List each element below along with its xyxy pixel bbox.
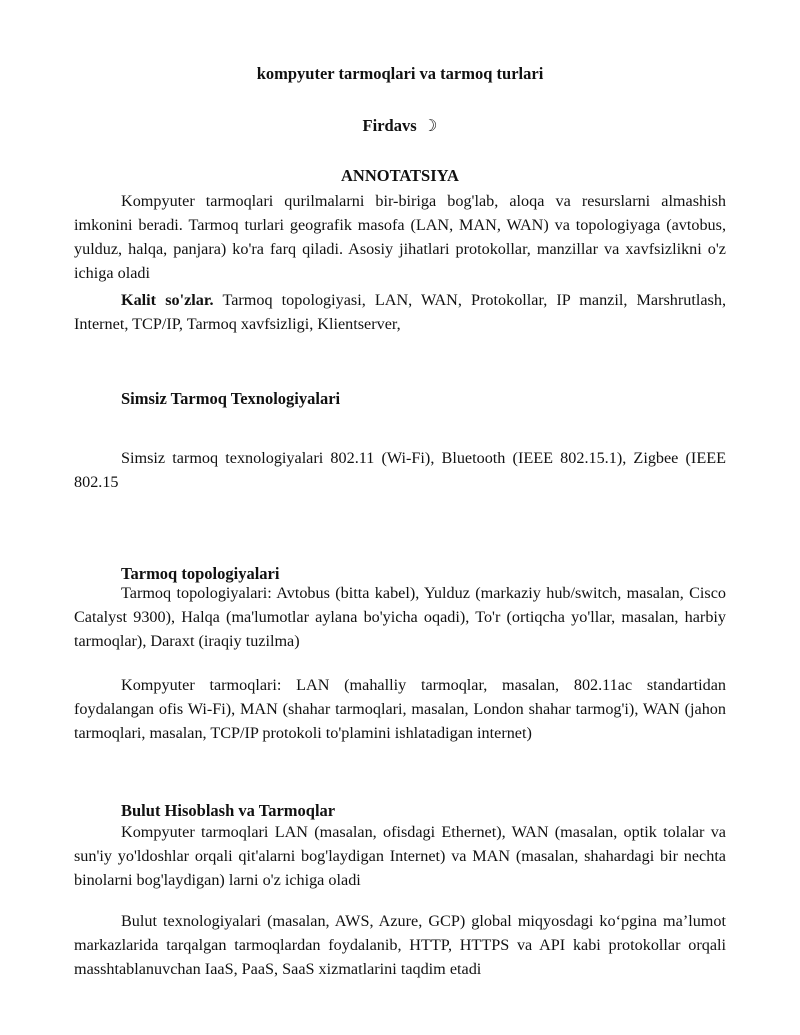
keywords-text: Tarmoq topologiyasi, LAN, WAN, Protokollar, IP manzil, Marshrutlash, Internet, TCP/IP, Tarmoq xavfsizligi, Klientserver, bbox=[74, 291, 726, 333]
author-name: Firdavs bbox=[362, 116, 417, 135]
crescent-moon-icon: ☽ bbox=[422, 116, 438, 135]
section-paragraph-topologies-2: Kompyuter tarmoqlari: LAN (mahalliy tarmoqlar, masalan, 802.11ac standartidan foydalangan ofis Wi-Fi), MAN (shahar tarmoqlari, masalan, London shahar tarmog'i), WAN (jahon tarmoqlari, masalan, TCP/IP protokoli to'plamini ishlatadigan internet) bbox=[74, 676, 726, 742]
section-paragraph-cloud-2: Bulut texnologiyalari (masalan, AWS, Azure, GCP) global miqyosdagi ko‘pgina ma’lumot markazlarida tarqalgan tarmoqlardan foydalanib, HTTP, HTTPS va API kabi protokollar orqali masshtablanuvchan IaaS, PaaS, SaaS xizmatlarini taqdim etadi bbox=[74, 912, 726, 978]
annotation-heading: ANNOTATSIYA bbox=[341, 166, 459, 185]
author-line bbox=[0, 114, 800, 138]
paper-title: kompyuter tarmoqlari va tarmoq turlari bbox=[256, 64, 544, 83]
section-heading-cloud: Bulut Hisoblash va Tarmoqlar bbox=[121, 801, 336, 820]
annotation-paragraph: Kompyuter tarmoqlari qurilmalarni bir-biriga bog'lab, aloqa va resurslarni almashish imkonini beradi. Tarmoq turlari geografik masofa (LAN, MAN, WAN) va topologiyaga (avtobus, yulduz, halqa, panjara) ko'ra farq qiladi. Asosiy jihatlari protokollar, manzillar va xavfsizlikni o'z ichiga oladi bbox=[74, 192, 726, 282]
section-heading-wireless: Simsiz Tarmoq Texnologiyalari bbox=[121, 389, 341, 408]
section-heading-topologies: Tarmoq topologiyalari bbox=[121, 564, 280, 583]
section-paragraph-wireless: Simsiz tarmoq texnologiyalari 802.11 (Wi-Fi), Bluetooth (IEEE 802.15.1), Zigbee (IEEE 802.15 bbox=[74, 449, 726, 491]
section-paragraph-cloud-1: Kompyuter tarmoqlari LAN (masalan, ofisdagi Ethernet), WAN (masalan, optik tolalar va sun'iy yo'ldoshlar orqali qit'alarni bog'laydigan Internet) va MAN (masalan, shahardagi bir nechta binolarni bog'laydigan) larni o'z ichiga oladi bbox=[74, 823, 726, 889]
keywords-paragraph bbox=[74, 288, 726, 336]
section-paragraph-topologies-1: Tarmoq topologiyalari: Avtobus (bitta kabel), Yulduz (markaziy hub/switch, masalan, Cisco Catalyst 9300), Halqa (ma'lumotlar aylana bo'yicha oqadi), To'r (ortiqcha yo'llar, masalan, harbiy tarmoqlar), Daraxt (iraqiy tuzilma) bbox=[74, 584, 726, 650]
keywords-label: Kalit so'zlar. bbox=[121, 291, 214, 309]
